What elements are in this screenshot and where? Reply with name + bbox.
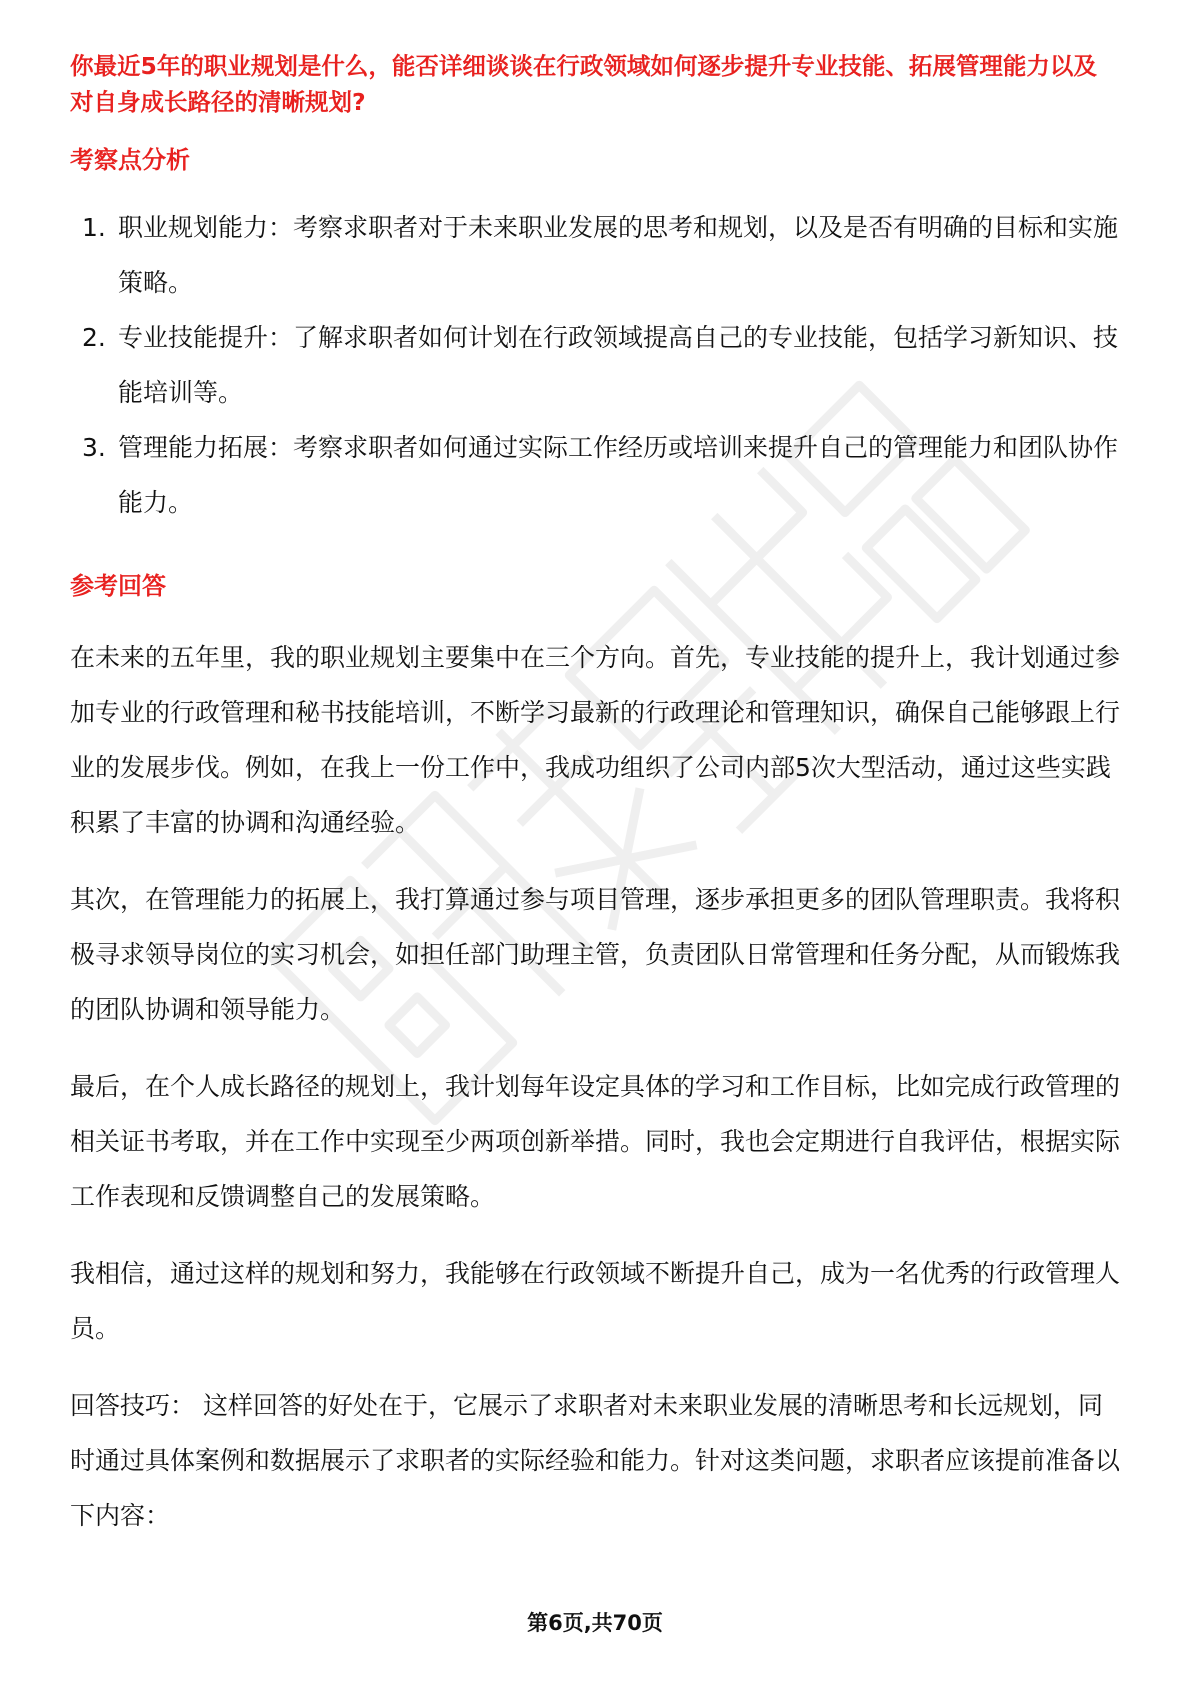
page-number-footer: 第6页,共70页 [527,1611,663,1635]
answer-paragraph: 我相信，通过这样的规划和努力，我能够在行政领域不断提升自己，成为一名优秀的行政管理人员。 [70,1259,1121,1343]
analysis-item-number: 3. [82,433,106,462]
analysis-item-text: 管理能力拓展：考察求职者如何通过实际工作经历或培训来提升自己的管理能力和团队协作能力。 [118,433,1119,517]
answer-tips-paragraph: 回答技巧： 这样回答的好处在于，它展示了求职者对未来职业发展的清晰思考和长远规划，同时通过具体案例和数据展示了求职者的实际经验和能力。针对这类问题，求职者应该提前准备以下内容： [70,1391,1121,1530]
analysis-item-text: 专业技能提升：了解求职者如何计划在行政领域提高自己的专业技能，包括学习新知识、技能培训等。 [118,323,1119,407]
answer-paragraph: 在未来的五年里，我的职业规划主要集中在三个方向。首先，专业技能的提升上，我计划通过参加专业的行政管理和秘书技能培训，不断学习最新的行政理论和管理知识，确保自己能够跟上行业的发展步伐。例如，在我上一份工作中，我成功组织了公司内部5次大型活动，通过这些实践积累了丰富的协调和沟通经验。 [70,643,1121,837]
answer-paragraph: 其次，在管理能力的拓展上，我打算通过参与项目管理，逐步承担更多的团队管理职责。我将积极寻求领导岗位的实习机会，如担任部门助理主管，负责团队日常管理和任务分配，从而锻炼我的团队协调和领导能力。 [70,885,1121,1024]
question-title: 你最近5年的职业规划是什么，能否详细谈谈在行政领域如何逐步提升专业技能、拓展管理能力以及对自身成长路径的清晰规划? [70,52,1097,116]
analysis-heading: 考察点分析 [70,146,190,174]
answer-heading: 参考回答 [70,572,166,600]
analysis-item [70,310,1120,420]
analysis-list [70,200,1120,530]
analysis-item [70,200,1120,310]
analysis-item-text: 职业规划能力：考察求职者对于未来职业发展的思考和规划，以及是否有明确的目标和实施策略。 [118,213,1119,297]
document-content [70,48,1120,1543]
analysis-item [70,420,1120,530]
analysis-item-number: 1. [82,213,106,242]
analysis-item-number: 2. [82,323,106,352]
answer-paragraph: 最后，在个人成长路径的规划上，我计划每年设定具体的学习和工作目标，比如完成行政管理的相关证书考取，并在工作中实现至少两项创新举措。同时，我也会定期进行自我评估，根据实际工作表现和反馈调整自己的发展策略。 [70,1072,1121,1211]
